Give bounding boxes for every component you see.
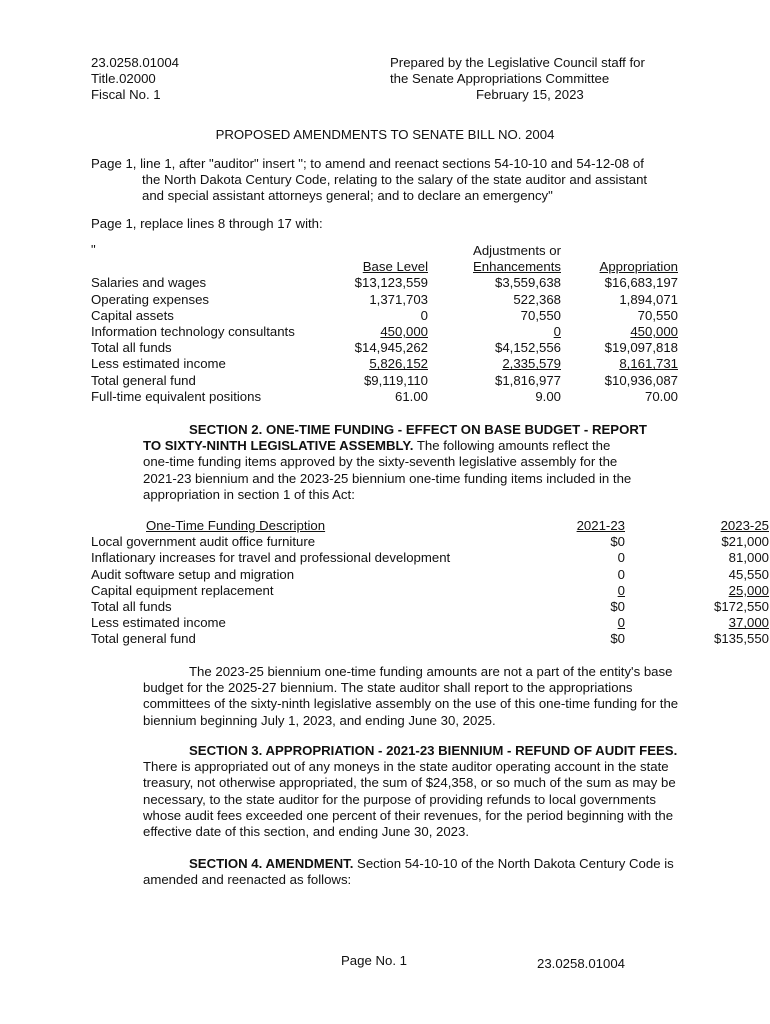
section-line: appropriation in section 1 of this Act:	[143, 486, 355, 502]
section-3: SECTION 3. APPROPRIATION - 2021-23 BIENNIUM - REFUND OF AUDIT FEES. There is appropriated out of any moneys in the state auditor operating account in the state treasury, not otherwise appropriated, the sum of $24,358, or so much of the sum as may be necessary, to the state auditor for the purpose of providing refunds to local governments whose audit fees exceeded one percent of their revenues, for the period beginning with the effective date of this section, and ending June 30, 2023.	[143, 743, 678, 840]
base-level-value: 1,371,703	[369, 291, 428, 307]
row-label: Total all funds	[91, 599, 172, 615]
row-label: Salaries and wages	[91, 275, 207, 291]
appropriation-value: $10,936,087	[604, 372, 678, 388]
section-line: TO SIXTY-NINTH LEGISLATIVE ASSEMBLY. The following amounts reflect the	[143, 438, 611, 454]
value-2023-25: 45,550	[728, 566, 769, 582]
table-row	[91, 599, 769, 615]
value-2021-23: 0	[617, 566, 625, 582]
value-2021-23: 0	[617, 615, 625, 631]
table-header-row	[91, 243, 678, 259]
row-label: Local government audit office furniture	[91, 534, 316, 550]
table-row	[91, 631, 769, 647]
row-label: Total general fund	[91, 372, 196, 388]
base-level-value: 450,000	[380, 324, 428, 340]
committee: the Senate Appropriations Committee	[390, 71, 610, 87]
enhancements-value: 70,550	[520, 307, 561, 323]
table-row	[91, 340, 678, 356]
value-2023-25: 37,000	[728, 615, 769, 631]
enhancements-value: $3,559,638	[494, 275, 561, 291]
appropriation-table	[91, 243, 678, 405]
row-label: Less estimated income	[91, 615, 226, 631]
prepared-by: Prepared by the Legislative Council staff for	[390, 55, 645, 70]
section-4: SECTION 4. AMENDMENT. Section 54-10-10 of the North Dakota Century Code is amended and reenacted as follows:	[143, 856, 674, 888]
column-header-base-level: Base Level	[362, 259, 428, 275]
amendment-paragraph-2: Page 1, replace lines 8 through 17 with:	[91, 216, 323, 231]
row-label: Capital equipment replacement	[91, 582, 274, 598]
page-title: PROPOSED AMENDMENTS TO SENATE BILL NO. 2004	[215, 127, 555, 142]
value-2023-25: 25,000	[728, 582, 769, 598]
value-2021-23: $0	[610, 534, 625, 550]
row-label: Operating expenses	[91, 291, 210, 307]
table-row	[91, 534, 769, 550]
enhancements-value: 522,368	[513, 291, 561, 307]
value-2021-23: $0	[610, 599, 625, 615]
appropriation-value: 70.00	[644, 388, 678, 404]
section-heading: SECTION 2. ONE-TIME FUNDING - EFFECT ON BASE BUDGET - REPORT	[189, 422, 647, 437]
row-label: Audit software setup and migration	[91, 566, 295, 582]
table-row	[91, 615, 769, 631]
enhancements-value: $4,152,556	[494, 340, 561, 356]
amendment-paragraph-1	[91, 156, 691, 205]
base-level-value: $13,123,559	[354, 275, 428, 291]
column-header-description: One-Time Funding Description	[146, 518, 326, 533]
document-date: February 15, 2023	[476, 87, 584, 103]
table-row	[91, 373, 678, 389]
row-label: Inflationary increases for travel and professional development	[91, 550, 451, 566]
appropriation-value: 450,000	[630, 324, 678, 340]
table-row	[91, 389, 678, 405]
enhancements-value: 9.00	[535, 388, 561, 404]
appropriation-value: 70,550	[637, 307, 678, 323]
row-label: Total general fund	[91, 631, 196, 647]
column-header-top: Adjustments or	[473, 243, 561, 258]
column-header-appropriation: Appropriation	[599, 259, 678, 275]
title-number: Title.02000	[91, 71, 156, 87]
table-row	[91, 275, 678, 291]
header-left	[91, 55, 179, 104]
footer-document-id: 23.0258.01004	[537, 956, 626, 971]
paragraph-line: Page 1, line 1, after "auditor" insert "; to amend and reenact sections 54-10-10 and 54-12-08 of	[91, 156, 644, 171]
base-budget-paragraph: The 2023-25 biennium one-time funding amounts are not a part of the entity's base budget for the 2025-27 biennium. The state auditor shall report to the appropriations committees of the sixty-ninth legislative assembly on the use of this one-time funding for the biennium beginning July 1, 2023, and ending June 30, 2025.	[143, 664, 679, 728]
one-time-funding-table-body	[91, 518, 769, 648]
table-row	[91, 567, 769, 583]
base-level-value: 61.00	[394, 388, 428, 404]
value-2021-23: 0	[617, 550, 625, 566]
paragraph-line: and special assistant attorneys general; and to declare an emergency"	[142, 188, 553, 204]
appropriation-value: $16,683,197	[604, 275, 678, 291]
base-level-value: $14,945,262	[354, 340, 428, 356]
table-row	[91, 308, 678, 324]
base-level-value: 0	[420, 307, 428, 323]
appropriation-table-body	[91, 243, 678, 405]
table-row	[91, 324, 678, 340]
opening-quote: "	[91, 242, 96, 257]
paragraph-line: the North Dakota Century Code, relating to the salary of the state auditor and assistant	[142, 172, 648, 188]
table-row	[91, 292, 678, 308]
header-right	[390, 55, 680, 104]
row-label: Full-time equivalent positions	[91, 388, 262, 404]
appropriation-value: 8,161,731	[619, 356, 678, 372]
base-level-value: $9,119,110	[363, 372, 428, 388]
enhancements-value: 2,335,579	[502, 356, 561, 372]
table-header-row	[91, 518, 769, 534]
row-label: Information technology consultants	[91, 324, 295, 340]
page-number: Page No. 1	[341, 953, 407, 968]
fiscal-number: Fiscal No. 1	[91, 87, 161, 103]
column-header-enhancements: Enhancements	[473, 259, 561, 275]
one-time-funding-table	[91, 518, 769, 648]
value-2023-25: 81,000	[728, 550, 769, 566]
value-2023-25: $172,550	[713, 599, 769, 615]
enhancements-value: 0	[553, 324, 561, 340]
appropriation-value: $19,097,818	[604, 340, 678, 356]
table-row	[91, 550, 769, 566]
table-header-row	[91, 259, 678, 275]
column-header-2021-23: 2021-23	[576, 518, 625, 533]
document-number: 23.0258.01004	[91, 55, 180, 70]
row-label: Capital assets	[91, 307, 174, 323]
row-label: Total all funds	[91, 340, 172, 356]
value-2023-25: $21,000	[721, 534, 769, 550]
section-2	[143, 422, 683, 503]
table-row	[91, 356, 678, 372]
value-2023-25: $135,550	[713, 631, 769, 647]
enhancements-value: $1,816,977	[494, 372, 561, 388]
value-2021-23: 0	[617, 582, 625, 598]
table-row	[91, 583, 769, 599]
appropriation-value: 1,894,071	[619, 291, 678, 307]
value-2021-23: $0	[610, 631, 625, 647]
section-line: 2021-23 biennium and the 2023-25 biennium one-time funding items included in the	[143, 470, 632, 486]
base-level-value: 5,826,152	[369, 356, 428, 372]
row-label: Less estimated income	[91, 356, 226, 372]
column-header-2023-25: 2023-25	[720, 518, 769, 533]
section-line: one-time funding items approved by the sixty-seventh legislative assembly for the	[143, 454, 618, 470]
